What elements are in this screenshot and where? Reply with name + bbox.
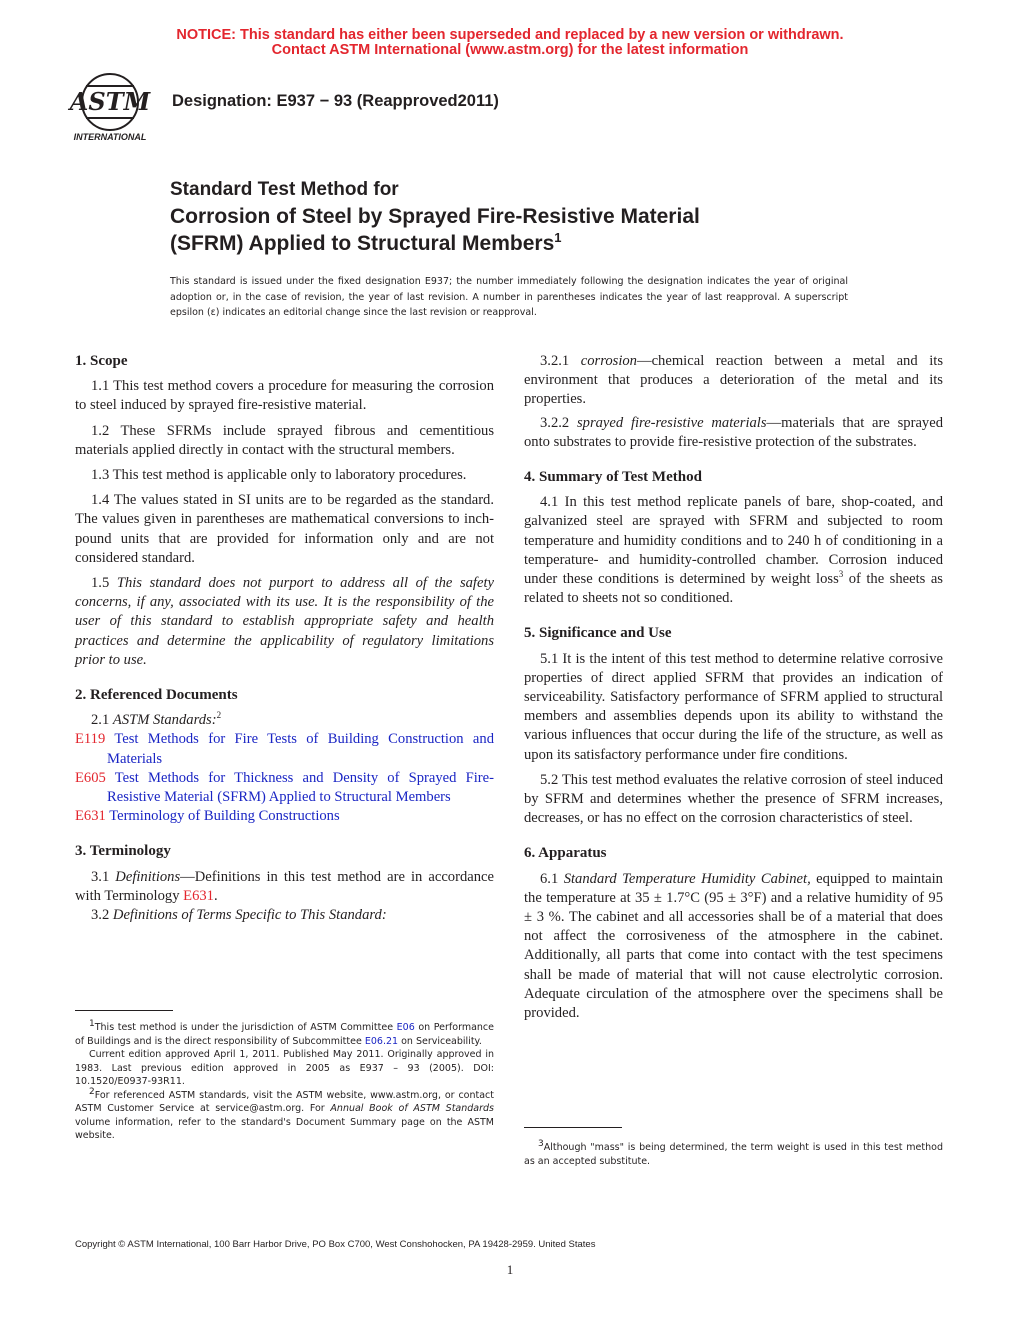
title-line-1: Standard Test Method for <box>170 179 399 200</box>
para-3-2-1: 3.2.1 corrosion—chemical reaction between a metal and its environment that produces a deterioration of the metal and its properties. <box>524 353 943 408</box>
footnote-rule-right <box>524 1127 622 1128</box>
para-1-4: 1.4 The values stated in SI units are to be regarded as the standard. The values given in parentheses are mathematical conversions to inch-pound units that are provided for information only and are not considered standard. <box>75 492 494 566</box>
ref-e119[interactable]: E119 Test Methods for Fire Tests of Building Construction and Materials <box>75 731 494 767</box>
ref-e605[interactable]: E605 Test Methods for Thickness and Density of Sprayed Fire-Resistive Material (SFRM) Applied to Structural Members <box>75 769 494 806</box>
footnote-1: $^1$This test method is under the jurisdiction of ASTM Committee E06 on Performance of Buildings and is the direct responsibility of Subcommittee E06.21 on Serviceability. <box>75 1018 494 1047</box>
ref-e631[interactable]: E631 Terminology of Building Constructions <box>75 808 340 825</box>
para-5-1: 5.1 It is the intent of this test method to determine relative corrosive properties of direct applied SFRM that provides an indication of serviceability. Satisfactory performance of SFRM applied to structural members and assemblies depends upon its ability to withstand the various influences that occur during the life of the structure, as well as upon its satisfactory performance under fire conditions. <box>524 650 943 763</box>
section-1-heading: 1. Scope <box>75 353 128 369</box>
section-4-heading: 4. Summary of Test Method <box>524 469 702 486</box>
document-title <box>170 176 700 257</box>
svg-text:ASTM: ASTM <box>69 87 151 116</box>
link-e631[interactable]: E631 <box>183 887 214 904</box>
para-1-3: 1.3 This test method is applicable only to laboratory procedures. <box>91 467 467 484</box>
section-3-heading: 3. Terminology <box>75 843 171 860</box>
link-e06-21[interactable]: E06.21 <box>364 1035 399 1047</box>
para-3-1: 3.1 Definitions—Definitions in this test method are in accordance with Terminology E631. <box>75 868 494 904</box>
footnote-1-edition: Current edition approved April 1, 2011. Published May 2011. Originally approved in 1983. Last previous edition approved in 2005 as E937 – 93 (2005). DOI: 10.1520/E0937-93R11. <box>75 1049 494 1087</box>
left-column <box>75 352 494 925</box>
link-e06[interactable]: E06 <box>396 1022 415 1033</box>
right-column <box>524 352 943 1023</box>
footnote-3: $^3$Although "mass" is being determined, the term weight is used in this test method as an accepted substitute. <box>524 1138 943 1167</box>
para-4-1: 4.1 In this test method replicate panels of bare, shop-coated, and galvanized steel are sprayed with SFRM and subjected to room temperature and humidity conditions and to 240 h of conditioning in a temperature- and humidity-controlled chamber. Corrosion induced under these conditions is determined by weight loss$^3$ of the sheets as related to sheets not so conditioned. <box>524 494 943 607</box>
notice-line-1: NOTICE: This standard has either been superseded and replaced by a new version or withdrawn. <box>176 27 844 43</box>
notice-line-2: Contact ASTM International (www.astm.org) for the latest information <box>271 42 749 58</box>
footnotes-right <box>524 1138 943 1168</box>
footnote-rule-left <box>75 1010 173 1011</box>
para-1-1: 1.1 This test method covers a procedure for measuring the corrosion to steel induced by sprayed fire-resistive material. <box>75 378 494 414</box>
intro-statement: This standard is issued under the fixed designation E937; the number immediately following the designation indicates the year of original adoption or, in the case of revision, the year of last revision. A number in parentheses indicates the year of last reapproval. A superscript epsilon (ε) indicates an editorial change since the last revision or reapproval. <box>170 276 848 318</box>
para-6-1: 6.1 Standard Temperature Humidity Cabinet, equipped to maintain the temperature at 35 ± 1.7°C (95 ± 3°F) and a relative humidity of 95 ± 3 %. The cabinet and all accessories shall be of a material that does not affect the corrosiveness of the atmosphere in the cabinet. Additionally, all parts that come into contact with the test specimens shall be made of material that will not cause electrolytic corrosion. Adequate circulation of the atmosphere over the specimens shall be provided. <box>524 870 943 1022</box>
page-number: 1 <box>506 1262 514 1277</box>
para-2-1: 2.1 ASTM Standards:$^2$ <box>91 710 222 729</box>
para-1-2: 1.2 These SFRMs include sprayed fibrous and cementitious materials applied directly in contact with the structural members. <box>75 422 494 458</box>
copyright-footer: Copyright © ASTM International, 100 Barr Harbor Drive, PO Box C700, West Conshohocken, PA 19428-2959. United States <box>75 1239 596 1250</box>
para-5-2: 5.2 This test method evaluates the relative corrosion of steel induced by SFRM and determines whether the presence of SFRM increases, decreases, or has no effect on the corrosion characteristics of steel. <box>524 771 943 827</box>
para-1-5: 1.5 This standard does not purport to address all of the safety concerns, if any, associated with its use. It is the responsibility of the user of this standard to establish appropriate safety and health practices and determine the applicability of regulatory limitations prior to use. <box>75 575 494 668</box>
section-2-heading: 2. Referenced Documents <box>75 687 238 704</box>
title-footnote-mark: 1 <box>554 230 562 245</box>
para-3-2-2: 3.2.2 sprayed fire-resistive materials—materials that are sprayed onto substrates to provide fire-resistive protection of the substrates. <box>524 414 944 450</box>
designation: Designation: E937 − 93 (Reapproved2011) <box>172 92 499 110</box>
section-6-heading: 6. Apparatus <box>524 845 607 862</box>
title-line-2: Corrosion of Steel by Sprayed Fire-Resistive Material <box>170 205 700 228</box>
title-line-3: (SFRM) Applied to Structural Members$^1$ <box>170 230 562 255</box>
para-3-2: 3.2 Definitions of Terms Specific to This Standard: <box>91 907 387 924</box>
section-5-heading: 5. Significance and Use <box>524 625 672 642</box>
footnote-2: $^2$For referenced ASTM standards, visit the ASTM website, www.astm.org, or contact ASTM Customer Service at service@astm.org. For Annual Book of ASTM Standards volume information, refer to the standard's Document Summary page on the ASTM website. <box>75 1086 494 1141</box>
footnotes-left <box>75 1018 494 1143</box>
astm-logo <box>66 72 166 144</box>
svg-text:INTERNATIONAL: INTERNATIONAL <box>73 132 147 142</box>
